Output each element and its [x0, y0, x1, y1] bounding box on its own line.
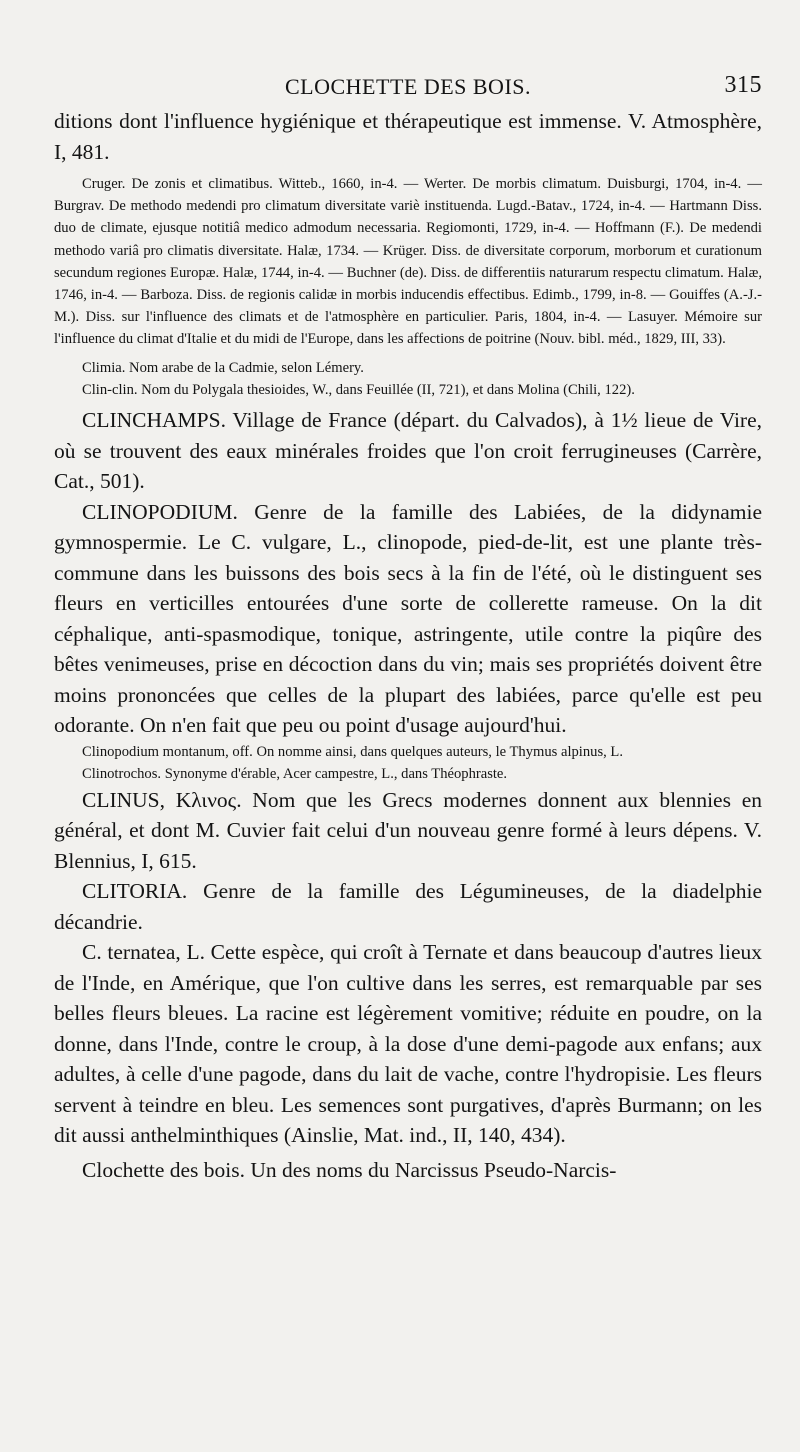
page-number: 315	[724, 72, 762, 98]
paragraph-clinus: CLINUS, Κλινος. Nom que les Grecs modernes donnent aux blennies en général, et dont M. Cuvier fait celui d'un nouveau genre formé à leurs dépens. V. Blennius, I, 615.	[54, 787, 762, 873]
running-title: CLOCHETTE DES BOIS.	[285, 74, 531, 99]
paragraph-clochette-des-bois: Clochette des bois. Un des noms du Narcissus Pseudo-Narcis-	[82, 1157, 617, 1182]
paragraph-climia: Climia. Nom arabe de la Cadmie, selon Lémery.	[82, 359, 364, 376]
paragraph-continuation: ditions dont l'influence hygiénique et thérapeutique est immense. V. Atmosphère, I, 481.	[54, 109, 762, 164]
paragraph-clin-clin: Clin-clin. Nom du Polygala thesioides, W., dans Feuillée (II, 721), et dans Molina (Chili, 122).	[82, 381, 635, 398]
paragraph-clinchamps: CLINCHAMPS. Village de France (départ. du Calvados), à 1½ lieue de Vire, où se trouvent des eaux minérales froides que l'on croit ferrugineuses (Carrère, Cat., 501).	[54, 408, 762, 494]
paragraph-clinopodium-montanum: Clinopodium montanum, off. On nomme ainsi, dans quelques auteurs, le Thymus alpinus, L.	[82, 743, 623, 760]
paragraph-bibliography: Cruger. De zonis et climatibus. Witteb., 1660, in-4. — Werter. De morbis climatum. Duisburgi, 1704, in-4. — Burgrav. De methodo medendi pro climatum diversitate variè instituenda. Lugd.-Batav., 1724, in-4. — Hartmann Diss. duo de climate, ejusque notitiâ medico admodum necessaria. Regiomonti, 1729, in-4. — Hoffmann (F.). De medendi methodo variâ pro climatis diversitate. Halæ, 1734. — Krüger. Diss. de diversitate corporum, morborum et curationum secundum regiones Europæ. Halæ, 1744, in-4. — Buchner (de). Diss. de differentiis naturarum respectu climatum. Halæ, 1746, in-4. — Barboza. Diss. de regionis calidæ in morbis inducendis effectibus. Edimb., 1799, in-8. — Gouiffes (A.-J.-M.). Diss. sur l'influence des climats et de l'atmosphère en particulier. Paris, 1804, in-4. — Lasuyer. Mémoire sur l'influence du climat d'Italie et du midi de l'Europe, dans les affections de poitrine (Nouv. bibl. méd., 1829, III, 33).	[54, 176, 762, 348]
running-head	[54, 70, 762, 106]
paragraph-clinotrochos: Clinotrochos. Synonyme d'érable, Acer campestre, L., dans Théophraste.	[82, 765, 508, 782]
paragraph-clitoria: CLITORIA. Genre de la famille des Légumineuses, de la diadelphie décandrie.	[54, 879, 762, 934]
paragraph-ternatea: C. ternatea, L. Cette espèce, qui croît à Ternate et dans beaucoup d'autres lieux de l'Inde, en Amérique, que l'on cultive dans les serres, est remarquable par ses belles fleurs bleues. La racine est légèrement vomitive; réduite en poudre, on la donne, dans l'Inde, contre le croup, à la dose d'une demi-pagode aux enfans; aux adultes, à celle d'une pagode, dans du lait de vache, contre l'hydropisie. Les fleurs servent à teindre en bleu. Les semences sont purgatives, d'après Burmann; on les dit aussi anthelminthiques (Ainslie, Mat. ind., II, 140, 434).	[54, 940, 762, 1148]
paragraph-clinopodium: CLINOPODIUM. Genre de la famille des Labiées, de la didynamie gymnospermie. Le C. vulgare, L., clinopode, pied-de-lit, est une plante très-commune dans les buissons des bois secs à la fin de l'été, où le distinguent ses fleurs en verticilles entourées d'une sorte de collerette rameuse. On la dit céphalique, anti-spasmodique, tonique, astringente, utile contre la piqûre des bêtes venimeuses, prise en décoction dans du vin; mais ses propriétés doivent être moins prononcées que celles de la plupart des labiées, parce qu'elle est peu odorante. On n'en fait que peu ou point d'usage aujourd'hui.	[54, 499, 762, 738]
